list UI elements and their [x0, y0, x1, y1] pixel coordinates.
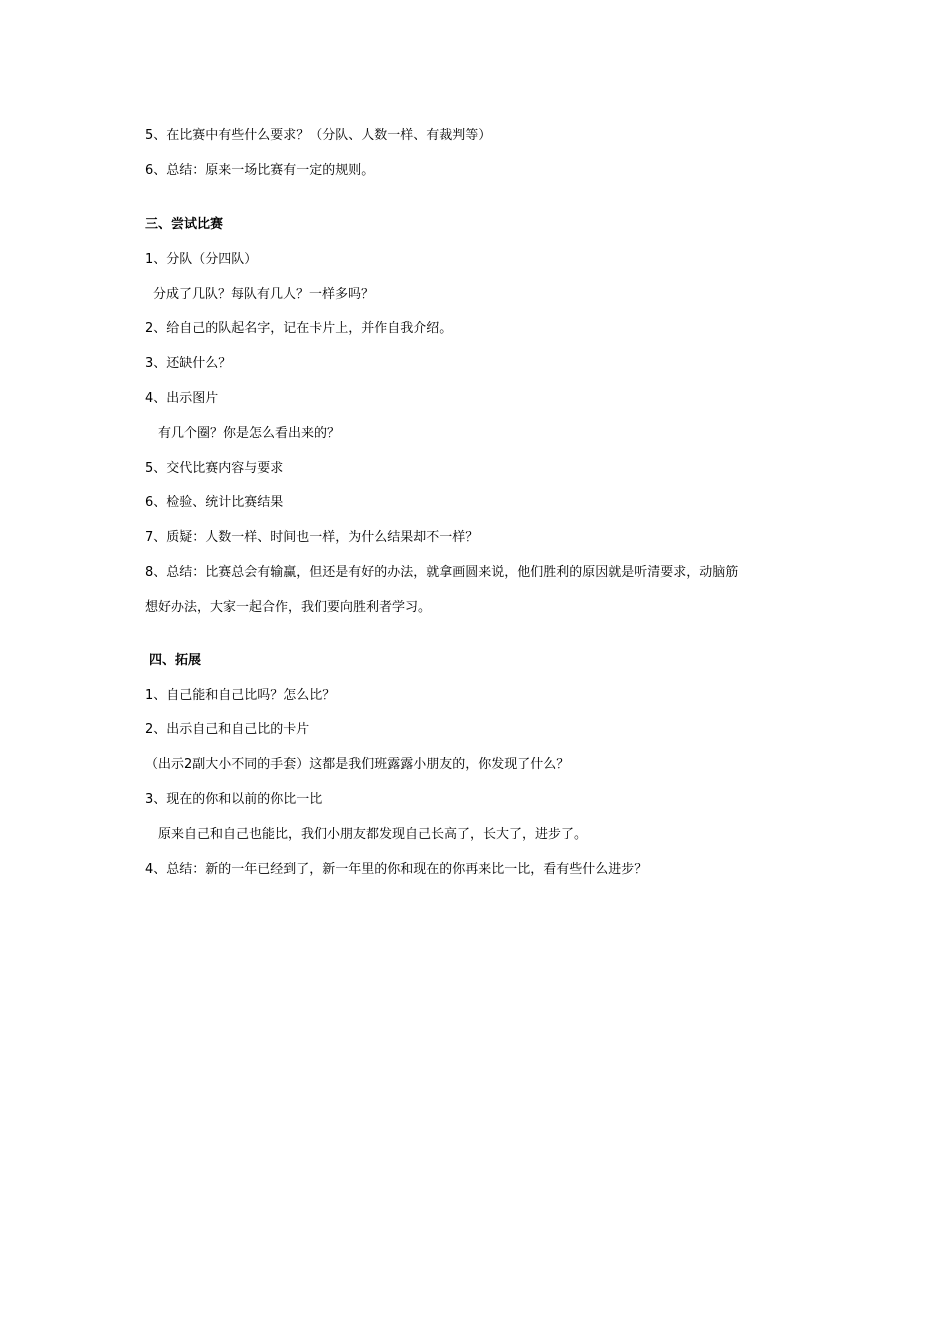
item-8-summary: 8、总结：比赛总会有输赢，但还是有好的办法，就拿画圆来说，他们胜利的原因就是听清要求，动脑筋 [145, 565, 739, 580]
ext-item-2-detail: （出示2副大小不同的手套）这都是我们班露露小朋友的，你发现了什么？ [145, 757, 570, 772]
item-5-explain: 5、交代比赛内容与要求 [145, 461, 284, 476]
item-4-question: 有几个圈？你是怎么看出来的？ [158, 426, 341, 441]
item-7-question: 7、质疑：人数一样、时间也一样，为什么结果却不一样？ [145, 530, 479, 545]
item-5-requirements: 5、在比赛中有些什么要求？（分队、人数一样、有裁判等） [145, 128, 492, 143]
item-1-divide-teams: 1、分队（分四队） [145, 252, 258, 267]
item-6-check: 6、检验、统计比赛结果 [145, 495, 284, 510]
section-heading-extension: 四、拓展 [149, 653, 202, 668]
item-2-team-name: 2、给自己的队起名字，记在卡片上，并作自我介绍。 [145, 321, 453, 336]
ext-item-1: 1、自己能和自己比吗？怎么比？ [145, 688, 336, 703]
item-8-summary-continued: 想好办法，大家一起合作，我们要向胜利者学习。 [145, 600, 432, 615]
ext-item-3-detail: 原来自己和自己也能比，我们小朋友都发现自己长高了，长大了，进步了。 [158, 827, 588, 842]
ext-item-3: 3、现在的你和以前的你比一比 [145, 792, 323, 807]
section-heading-try-competition: 三、尝试比赛 [145, 217, 224, 232]
item-1-question: 分成了几队？每队有几人？一样多吗？ [153, 287, 375, 302]
item-4-show-picture: 4、出示图片 [145, 391, 219, 406]
item-3-missing: 3、还缺什么？ [145, 356, 232, 371]
ext-item-4-summary: 4、总结：新的一年已经到了，新一年里的你和现在的你再来比一比，看有些什么进步？ [145, 862, 648, 877]
ext-item-2: 2、出示自己和自己比的卡片 [145, 722, 310, 737]
item-6-summary: 6、总结：原来一场比赛有一定的规则。 [145, 163, 375, 178]
